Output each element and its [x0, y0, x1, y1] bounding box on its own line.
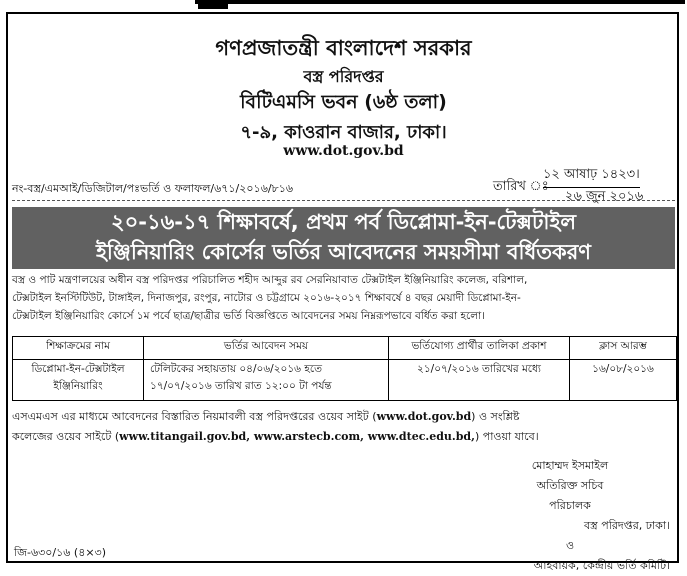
notice-paragraph [12, 407, 675, 447]
banner-line-1: ২০-১৬-১৭ শিক্ষাবর্ষে, প্রথম পর্ব ডিপ্লোমা-ইন-টেক্সটাইল [110, 210, 577, 234]
cell-course [13, 360, 144, 401]
signatory-title-2: পরিচালক [549, 499, 591, 512]
period-line-1: টেলিটকের সহায়তায় ০৪/০৬/২০১৬ হতে [150, 363, 322, 375]
top-rule-bar [195, 0, 685, 4]
intro-paragraph [12, 271, 675, 325]
department-name: বস্ত্র পরিদপ্তর [303, 67, 384, 86]
col-header-course: শিক্ষাক্রমের নাম [13, 337, 144, 360]
table-header-row [13, 337, 677, 360]
col-header-class: ক্লাস আরম্ভ [570, 337, 677, 360]
col-header-list: ভর্তিযোগ্য প্রার্থীর তালিকা প্রকাশ [389, 337, 570, 360]
website-link: www.dot.gov.bd [283, 143, 404, 159]
notice-line-2 [12, 427, 675, 447]
cell-class-start: ১৬/০৮/২০১৬ [570, 360, 677, 401]
notice-text-1b: ) ও সংশ্লিষ্ট [471, 410, 520, 423]
signature-block [470, 456, 670, 576]
col-header-period: ভর্তির আবেদন সময় [144, 337, 389, 360]
government-title: গণপ্রজাতন্ত্রী বাংলাদেশ সরকার [215, 36, 472, 60]
top-rule [0, 0, 687, 10]
signatory-and: ও [565, 539, 575, 552]
dashed-divider [12, 200, 675, 201]
ad-code: জি-৬৩০/১৬ (৪×৩) [14, 546, 106, 559]
building-name: বিটিএমসি ভবন (৬ষ্ঠ তলা) [240, 91, 447, 113]
notice-text-2a: কলেজের ওয়েব সাইটে ( [12, 430, 120, 443]
intro-line-3: টেক্সটাইল ইঞ্জিনিয়ারিং কোর্সে ১ম পর্বে ছাত্র/ছাত্রীর ভর্তি বিজ্ঞপ্তিতে আবেদনের সময় নিম্নরূপভাবে বর্ধিত করা হলো। [12, 310, 485, 322]
memo-number: নং-বস্ত্র/এমআই/ডিজিটাল/পঃভর্তি ও ফলাফল/৬৭১/২০১৬/৮১৬ [12, 182, 293, 195]
notice-text-1a: এসএমএস এর মাধ্যমে আবেদনের বিস্তারিত নিয়মাবলী বস্ত্র পরিদপ্তরের ওয়েব সাইট ( [12, 410, 377, 423]
signatory-title-1: অতিরিক্ত সচিব [536, 479, 604, 492]
date-english: ২৬ জুন ২০১৬ [565, 189, 644, 204]
intro-line-1: বস্ত্র ও পাট মন্ত্রণালয়ের অধীন বস্ত্র পরিদপ্তর পরিচালিত শহীদ আব্দুর রব সেরনিয়াবাত টেক্সটাইল ইঞ্জিনিয়ারিং কলেজ, বরিশাল, [12, 274, 528, 286]
date-label: তারিখ ঃ [493, 179, 549, 194]
date-bangla: ১২ আষাঢ় ১৪২৩। [543, 165, 640, 188]
course-line-2: ইঞ্জিনিয়ারিং [53, 380, 103, 392]
signatory-name: মোহাম্মদ ইসমাইল [531, 459, 609, 472]
notice-banner [12, 207, 675, 269]
college-website-links: www.titangail.gov.bd, www.arstecb.com, www.dtec.edu.bd, [119, 430, 475, 443]
notice-line-1 [12, 407, 675, 427]
intro-line-2: টেক্সটাইল ইনস্টিটিউট, টাঙ্গাইল, দিনাজপুর, রংপুর, নাটোর ও চট্টগ্রামে ২০১৬-২০১৭ শিক্ষাবর্ষে ৪ বছর মেয়াদী ডিপ্লোমা-ইন- [12, 292, 521, 304]
banner-line-2: ইঞ্জিনিয়ারিং কোর্সের ভর্তির আবেদনের সময়সীমা বর্ধিতকরণ [95, 240, 592, 264]
table-row [13, 360, 677, 401]
cell-period [144, 360, 389, 401]
course-line-1: ডিপ্লোমা-ইন-টেক্সটাইল [31, 363, 125, 375]
notice-text-2b: ) পাওয়া যাবে। [474, 430, 539, 443]
top-rule-block [198, 3, 228, 9]
office-address: ৭-৯, কাওরান বাজার, ঢাকা। [240, 122, 447, 143]
period-line-2: ১৭/০৭/২০১৬ তারিখ রাত ১২:০০ টা পর্যন্ত [150, 380, 332, 392]
admission-table [12, 336, 677, 401]
signatory-office: বস্ত্র পরিদপ্তর, ঢাকা। [584, 519, 670, 532]
dot-website-link: www.dot.gov.bd [376, 410, 472, 423]
signatory-convener: আহবায়ক, কেন্দ্রীয় ভর্তি কমিটি। [533, 559, 670, 572]
cell-list: ২১/০৭/২০১৬ তারিখের মধ্যে [389, 360, 570, 401]
